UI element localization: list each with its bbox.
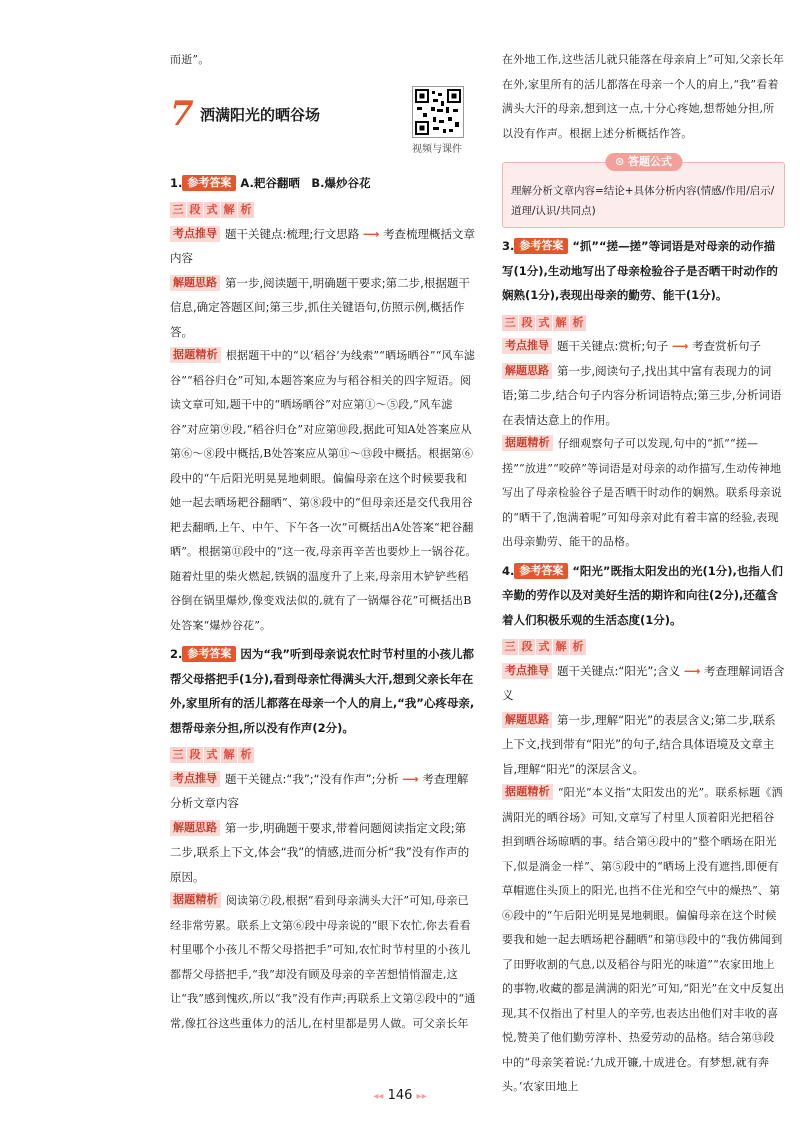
formula-title: ⊙ 答题公式 <box>605 153 682 171</box>
formula-text: 理解分析文章内容=结论+具体分析内容(情感/作用/启示/道理/认识/共同点) <box>511 185 775 217</box>
answer-badge: 参考答案 <box>182 175 236 191</box>
top-line: 而逝”。 <box>170 53 210 66</box>
q1-answer-text: A.耙谷翻晒 B.爆炒谷花 <box>240 175 371 190</box>
page-number: ◂◂ 146 ▸▸ <box>373 1088 427 1103</box>
q3-jieti: 解题思路 第一步,阅读句子,找出其中富有表现力的词语;第二步,结合句子内容分析词语特点;第三步,分析词语在表情达意上的作用。 <box>502 363 782 427</box>
chevron-right-icon: ▸▸ <box>416 1091 427 1102</box>
q1-jingxi: 据题精析 根据题干中的“以‘稻谷’为线索”“晒场晒谷”“风车滤谷”“稻谷归仓”可知,本题答案应为与稻谷相关的四字短语。阅读文章可知,题干中的“晒场晒谷”对应第①～⑤段,“风车滤谷”对应第⑨段,“稻谷归仓”对应第⑩段,据此可知A处答案应从第⑥～⑧段中概括,B处答案应从第⑪～⑬段中概括。根据第⑥段中的“午后阳光明晃晃地刺眼。偏偏母亲在这个时候要我和她一起去晒场耙谷翻晒”、第⑧段中的“但母亲还是交代我用谷耙去翻晒,上午、中午、下午各一次”可概括出A处答案“耙谷翻晒”。根据第⑪段中的“这一夜,母亲再辛苦也要炒上一锅谷花。随着灶里的柴火燃起,铁锅的温度升了上来,母亲用木铲铲些稻谷倒在锅里爆炒,像变戏法似的,就有了一锅爆谷花”可概括出B处答案“爆炒谷花”。 <box>170 348 477 632</box>
right-column <box>502 48 785 1100</box>
left-column <box>170 48 477 1036</box>
q3-jingxi: 据题精析 仔细观察句子可以发现,句中的“抓”“搓—搓”“放进”“咬碎”等词语是对母亲的动作描写,生动传神地写出了母亲检验谷子是否晒干时动作的娴熟。联系母亲说的“晒干了,饱满着呢”可知母亲对此有着丰富的经验,表现出母亲勤劳、能干的品格。 <box>502 436 782 548</box>
jingxi-tag: 据题精析 <box>170 892 221 908</box>
q3-section-title: 三 段 式 解 析 <box>502 310 587 335</box>
jieti-tag: 解题思路 <box>170 275 220 291</box>
q4-section-title: 三 段 式 解 析 <box>502 634 587 659</box>
arrow-icon: ⟶ <box>683 663 701 678</box>
q1-section-title: 三 段 式 解 析 <box>170 197 255 222</box>
q3-kaodian: 考点推导 题干关键点:赏析;句子 ⟶ 考查赏析句子 <box>502 334 785 359</box>
arrow-icon: ⟶ <box>402 771 419 786</box>
q4-jingxi: 据题精析 “阳光”本义指“太阳发出的光”。联系标题《洒满阳光的晒谷场》可知,文章写了村里人顶着阳光把稻谷担到晒谷场晾晒的事。结合第④段中的“整个晒场在阳光下,似是淌金一样”、第⑤段中的“晒场上没有遮挡,即便有草帽遮住头顶上的阳光,也挡不住光和空气中的燥热”、第⑥段中的“午后阳光明晃晃地刺眼。偏偏母亲在这个时候要我和她一起去晒场耙谷翻晒”和第⑬段中的“我仿佛闻到了田野收割的气息,以及稻谷与阳光的味道”“农家田地上的事物,收藏的都是满满的阳光”可知,“阳光”在文中反复出现,其不仅指出了村里人的辛劳,也表达出他们对丰收的喜悦,赞美了他们勤劳淳朴、热爱劳动的品格。结合第⑬段中的“母亲笑着说:‘九成开镰,十成进仓。有梦想,就有奔头。’农家田地上 <box>502 785 785 1093</box>
q4-answer-text: “阳光”既指太阳发出的光(1分),也指人们辛勤的劳作以及对美好生活的期许和向往(2分),还蕴含着人们积极乐观的生活态度(1分)。 <box>502 563 783 627</box>
chapter-number: 7 <box>170 94 194 134</box>
q2-jieti: 解题思路 第一步,明确题干要求,带着问题阅读指定文段;第二步,联系上下文,体会“我”的情感,进而分析“我”没有作声的原因。 <box>170 820 470 884</box>
q2-answer <box>170 642 477 740</box>
kaodian-tag: 考点推导 <box>170 771 220 787</box>
q2-jingxi-cont: 在外地工作,这些活儿就只能落在母亲肩上”可知,父亲长年在外,家里所有的活儿都落在母亲一个人的肩上,“我”看着满头大汗的母亲,想到这一点,十分心疼她,想帮她分担,所以没有作声。根据上述分析概括作答。 <box>502 53 785 140</box>
jieti-tag: 解题思路 <box>502 712 552 728</box>
q4-answer <box>502 559 785 633</box>
kaodian-tag: 考点推导 <box>502 338 552 354</box>
jingxi-tag: 据题精析 <box>170 347 221 363</box>
jingxi-tag: 据题精析 <box>502 784 553 800</box>
q3-answer <box>502 234 785 308</box>
q1-jieti: 解题思路 第一步,阅读题干,明确题干要求;第二步,根据题干信息,确定答题区间;第三步,抓住关键语句,仿照示例,概括作答。 <box>170 275 470 339</box>
chapter-title: 洒满阳光的晒谷场 <box>200 106 321 124</box>
q4-number: 4. <box>502 563 515 578</box>
jingxi-tag: 据题精析 <box>502 435 553 451</box>
q2-jingxi: 据题精析 阅读第⑦段,根据“看到母亲满头大汗”可知,母亲已经非常劳累。联系上文第⑥段中母亲说的“眼下农忙,你去看看村里哪个小孩儿不帮父母搭把手”可知,农忙时节村里的小孩儿都帮父母搭把手,“我”却没有顾及母亲的辛苦想悄悄溜走,这让“我”感到愧疚,所以“我”没有作声;再联系上文第②段中的“通常,像扛谷这些重体力的活儿,在村里都是男人做。可父亲长年 <box>170 893 476 1030</box>
q1-number: 1. <box>170 175 183 190</box>
q4-kaodian: 考点推导 题干关键点:“阳光”;含义 ⟶ 考查理解词语含义 <box>502 663 785 702</box>
answer-badge: 参考答案 <box>514 238 568 254</box>
q2-section-title: 三 段 式 解 析 <box>170 742 255 767</box>
kaodian-tag: 考点推导 <box>170 226 220 242</box>
q1-answer <box>170 171 477 196</box>
kaodian-tag: 考点推导 <box>502 663 552 679</box>
qr-code-icon[interactable] <box>412 86 464 138</box>
answer-badge: 参考答案 <box>514 563 568 579</box>
q2-number: 2. <box>170 647 183 661</box>
q2-kaodian: 考点推导 题干关键点:“我”;“没有作声”;分析 ⟶ 考查理解分析文章内容 <box>170 771 469 810</box>
q2-answer-text: 因为“我”听到母亲说农忙时节村里的小孩儿都帮父母搭把手(1分),看到母亲忙得满头大汗,想到父亲长年在外,家里所有的活儿都落在母亲一个人的肩上,“我”心疼母亲,想帮母亲分担,所以没有作声(2分)。 <box>170 647 475 735</box>
q1-kaodian: 考点推导 题干关键点:梳理;行文思路 ⟶ 考查梳理概括文章内容 <box>170 226 476 265</box>
answer-formula-box <box>502 155 785 228</box>
chevron-left-icon: ◂◂ <box>373 1091 384 1102</box>
answer-badge: 参考答案 <box>182 646 236 662</box>
q4-jieti: 解题思路 第一步,理解“阳光”的表层含义;第二步,联系上下文,找到带有“阳光”的句子,结合具体语境及文章主旨,理解“阳光”的深层含义。 <box>502 712 776 776</box>
arrow-icon: ⟶ <box>362 226 380 241</box>
q3-answer-text: “抓”“搓—搓”等词语是对母亲的动作描写(1分),生动地写出了母亲检验谷子是否晒干时动作的娴熟(1分),表现出母亲的勤劳、能干(1分)。 <box>502 239 778 302</box>
jieti-tag: 解题思路 <box>170 820 220 836</box>
qr-caption: 视频与课件 <box>412 144 462 155</box>
arrow-icon: ⟶ <box>671 339 689 353</box>
jieti-tag: 解题思路 <box>502 363 552 379</box>
q3-number: 3. <box>502 239 515 253</box>
